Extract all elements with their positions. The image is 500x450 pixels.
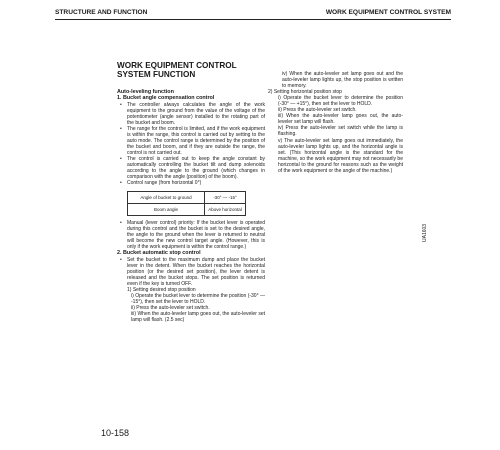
bullet-range: • The range for the control is limited, and if the work equipment is within the range, this control is carried out by setting to the auto mode. The control range is determined by the position of the bucket and boom, and if they are outside the range, the control is not carried out. bbox=[117, 126, 265, 156]
section-title-line-1: WORK EQUIPMENT CONTROL bbox=[117, 61, 237, 70]
step-h-v: v) The auto-leveler set lamp goes out immediately, the auto-leveler lamp lights up, and the horizontal angle is set. (This horizontal angle is the standard for the machine, so the work equipment may not necessarily be horizontal to the ground for reasons such as the weight of the work equipment or the angle of the machine.) bbox=[278, 137, 403, 174]
step-h-iv: iv) Press the auto-leveler set switch while the lamp is flashing. bbox=[278, 125, 403, 138]
step-ii: ii) Press the auto-leveler set switch. bbox=[131, 305, 210, 312]
step-i: i) Operate the bucket lever to determine the position (-30° — -15°), then set the lever to HOLD. bbox=[131, 292, 265, 306]
header-rule bbox=[55, 19, 451, 20]
page-number: 10-158 bbox=[101, 428, 130, 438]
subhead-auto-stop: 2. Bucket automatic stop control bbox=[117, 250, 201, 257]
table-row bbox=[128, 192, 246, 204]
right-column bbox=[268, 71, 403, 174]
subhead-bucket-angle: 1. Bucket angle compensation control bbox=[117, 95, 215, 102]
control-range-table bbox=[127, 191, 246, 216]
table-cell: Angle of bucket to ground bbox=[128, 192, 205, 204]
table-row bbox=[128, 204, 246, 216]
bullet-control: • The control is carried out to keep the angle constant by automatically controlling the bucket tilt and dump solenoids according to the angle to the ground (which changes in comparison with the angle (position) of the boom). bbox=[117, 156, 265, 180]
left-column bbox=[117, 62, 265, 323]
bullet-manual-priority: • Manual (lever control) priority: If the bucket lever is operated during this control and the bucket is set to the desired angle, the angle to the ground when the lever is returned to neutral will become the new control target angle. (However, this is only if the work equipment is within the control range.) bbox=[117, 220, 265, 250]
page-header bbox=[55, 9, 451, 21]
table-cell: Boom angle bbox=[128, 204, 205, 216]
side-code: UA1603 bbox=[422, 223, 428, 242]
step-horizontal-stop: 2) Setting horizontal position stop bbox=[268, 89, 342, 96]
table-cell: Above horizontal bbox=[205, 204, 246, 216]
section-title bbox=[117, 62, 265, 79]
step-h-i: i) Operate the bucket lever to determine the position (-30° — +15°), then set the lever to HOLD. bbox=[278, 95, 403, 108]
section-title-line-2: SYSTEM FUNCTION bbox=[117, 69, 196, 79]
step-setting-stop: 1) Setting desired stop position bbox=[127, 286, 196, 293]
bullet-control-range: • Control range (from horizontal 0°) bbox=[117, 180, 265, 186]
step-h-iii: iii) When the auto-leveler lamp goes out, the auto-leveler set lamp will flash. bbox=[278, 113, 403, 126]
table-cell: -30° — -15° bbox=[205, 192, 246, 204]
bullet-calc: • The controller always calculates the angle of the work equipment to the ground from the value of the voltage of the potentiometer (angle sensor) installed to the rotating part of the bucket and boom. bbox=[117, 102, 265, 126]
step-iii: iii) When the auto-leveler lamp goes out, the auto-leveler set lamp will flash. (2.5 sec) bbox=[131, 311, 265, 324]
header-right-title: WORK EQUIPMENT CONTROL SYSTEM bbox=[325, 9, 451, 16]
bullet-auto-stop: • Set the bucket to the maximum dump and place the bucket lever in the detent. When the bucket reaches the horizontal position (or the desired set position), the lever detent is released and the bucket stops. The set position is returned even if the key is turned OFF. bbox=[117, 257, 265, 287]
step-iv: iv) When the auto-leveler set lamp goes out and the auto-leveler lamp lights up, the stop position is written to memory. bbox=[282, 71, 403, 90]
header-left-title: STRUCTURE AND FUNCTION bbox=[55, 9, 148, 16]
subhead-auto-leveling: Auto-leveling function bbox=[117, 89, 174, 96]
step-h-ii: ii) Press the auto-leveler set switch. bbox=[278, 107, 357, 114]
